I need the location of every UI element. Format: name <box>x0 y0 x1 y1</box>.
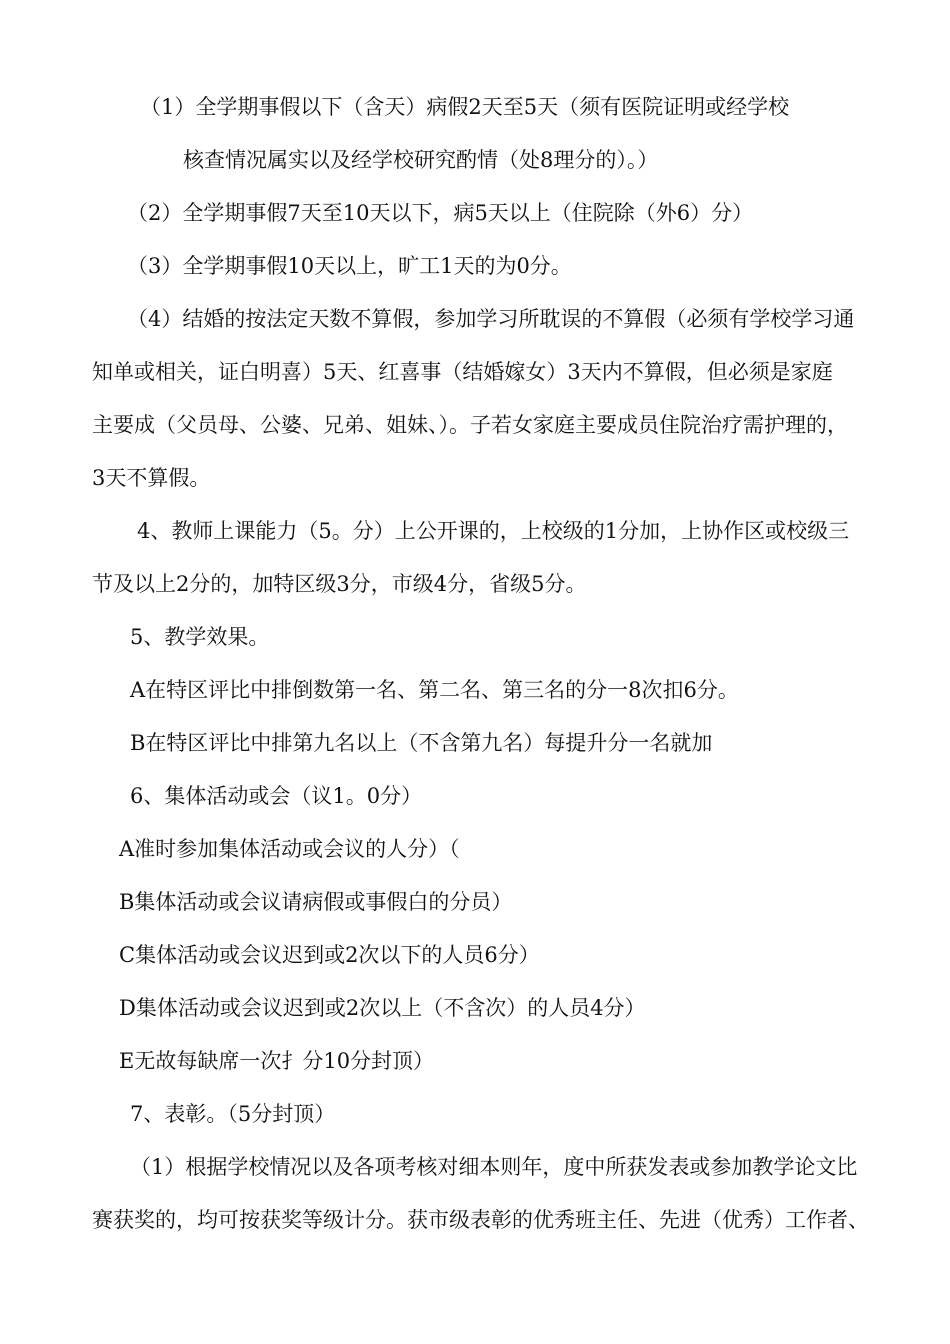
text-line-18: D集体活动或会议迟到或2次以上（不含次）的人员4分） <box>119 996 646 1020</box>
text-line-17: C集体活动或会议迟到或2次以下的人员6分） <box>119 943 540 967</box>
text-line-3: （2）全学期事假7天至10天以下，病5天以上（住院除（外6）分） <box>127 201 754 225</box>
text-line-20: 7、表彰。（5分封顶） <box>130 1102 336 1126</box>
text-line-14: 6、集体活动或会（议1。0分） <box>130 784 423 808</box>
text-line-1: （1）全学期事假以下（含天）病假2天至5天（须有医院证明或经学校 <box>140 95 790 119</box>
text-line-7: 主要成（父员母、公婆、兄弟、姐妹、）。子若女家庭主要成员住院治疗需护理的， <box>92 413 848 437</box>
text-line-8: 3天不算假。 <box>92 466 211 490</box>
text-line-21: （1）根据学校情况以及各项考核对细本则年，度中所获发表或参加教学论文比 <box>130 1155 858 1179</box>
text-line-6: 知单或相关，证白明喜）5天、红喜事（结婚嫁女）3天内不算假，但必须是家庭 <box>92 360 833 384</box>
text-line-16: B集体活动或会议请病假或事假白的分员） <box>119 890 513 914</box>
text-line-12: A在特区评比中排倒数第一名、第二名、第三名的分一8次扣6分。 <box>130 678 739 702</box>
text-line-2: 核查情况属实以及经学校研究酌情（处8理分的）。） <box>183 148 659 172</box>
text-line-10: 节及以上2分的，加特区级3分，市级4分，省级5分。 <box>92 572 587 596</box>
text-line-19: E无故每缺席一次扌分10分封顶） <box>119 1049 435 1073</box>
text-line-9: 4、教师上课能力（5。分）上公开课的，上校级的1分加，上协作区或校级三 <box>137 519 850 543</box>
text-line-13: B在特区评比中排第九名以上（不含第九名）每提升分一名就加 <box>130 731 713 755</box>
text-line-4: （3）全学期事假10天以上，旷工1天的为0分。 <box>127 254 572 278</box>
text-line-22: 赛获奖的，均可按获奖等级计分。获市级表彰的优秀班主任、先进（优秀）工作者、 <box>92 1208 869 1232</box>
text-line-15: A准时参加集体活动或会议的人分）（ <box>119 837 460 861</box>
text-line-5: （4）结婚的按法定天数不算假，参加学习所耽误的不算假（必须有学校学习通 <box>127 307 855 331</box>
text-line-11: 5、教学效果。 <box>130 625 270 649</box>
